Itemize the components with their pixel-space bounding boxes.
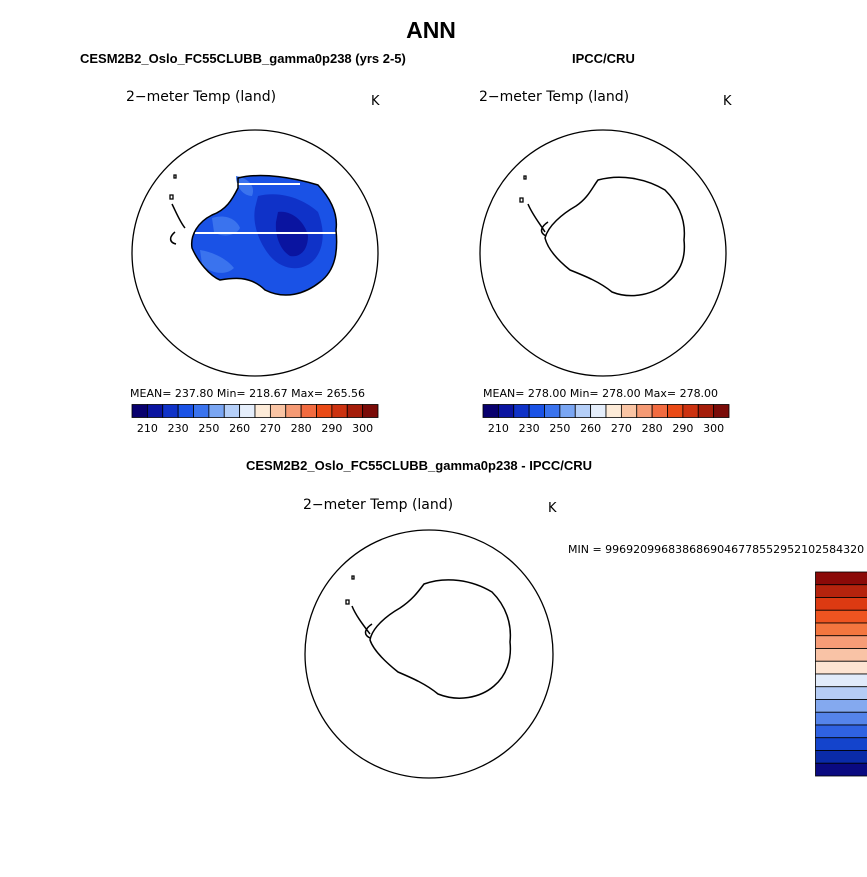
diff-colorbar-cell (816, 712, 867, 725)
right-units-label: K (723, 94, 732, 109)
diff-variable-label: 2−meter Temp (land) (303, 497, 454, 513)
colorbar-tick-label: 300 (352, 422, 374, 435)
diff-colorbar-cell (816, 687, 867, 700)
left-variable-label: 2−meter Temp (land) (126, 89, 277, 105)
diff-colorbar (815, 572, 867, 776)
colorbar-tick-label: 280 (290, 422, 312, 435)
diff-panel-heading: CESM2B2_Oslo_FC55CLUBB_gamma0p238 - IPCC/CRU (246, 458, 593, 473)
diff-map-boundary (305, 530, 553, 778)
colorbar-tick-label: 280 (641, 422, 663, 435)
colorbar-tick-label: 260 (580, 422, 602, 435)
left-stats: MEAN= 237.80 Min= 218.67 Max= 265.56 (130, 387, 366, 400)
diff-colorbar-cell (816, 636, 867, 649)
left-units-label: K (371, 94, 380, 109)
colorbar-tick-label: 270 (259, 422, 281, 435)
colorbar-tick-label: 250 (198, 422, 220, 435)
diff-colorbar-cell (816, 585, 867, 598)
colorbar-tick-label: 250 (549, 422, 571, 435)
page-title: ANN (406, 17, 456, 43)
diff-colorbar-cell (816, 725, 867, 738)
diff-colorbar-cell (816, 661, 867, 674)
diff-colorbar-cell (816, 572, 867, 585)
colorbar-tick-label: 230 (518, 422, 540, 435)
diff-colorbar-cell (816, 763, 867, 776)
right-variable-label: 2−meter Temp (land) (479, 89, 630, 105)
diff-units-label: K (548, 501, 557, 516)
colorbar-tick-label: 260 (229, 422, 251, 435)
diff-colorbar-cell (816, 649, 867, 662)
colorbar-tick-label: 300 (703, 422, 725, 435)
colorbar-tick-label: 210 (136, 422, 158, 435)
left-panel-heading: CESM2B2_Oslo_FC55CLUBB_gamma0p238 (yrs 2-5) (80, 51, 406, 66)
colorbar-tick-label: 210 (487, 422, 509, 435)
right-panel-heading: IPCC/CRU (572, 51, 635, 66)
diff-colorbar-cell (816, 738, 867, 751)
diff-colorbar-cell (816, 623, 867, 636)
diff-colorbar-cell (816, 751, 867, 764)
diff-colorbar-cell (816, 674, 867, 687)
diff-min-text: MIN = 9969209968386869046778552952102584320 (568, 543, 865, 556)
colorbar-tick-label: 290 (672, 422, 694, 435)
diff-colorbar-cell (816, 610, 867, 623)
colorbar-tick-label: 270 (610, 422, 632, 435)
diff-colorbar-cell (816, 700, 867, 713)
colorbar-tick-label: 230 (167, 422, 189, 435)
right-stats: MEAN= 278.00 Min= 278.00 Max= 278.00 (483, 387, 719, 400)
diff-colorbar-cell (816, 598, 867, 611)
colorbar-tick-label: 290 (321, 422, 343, 435)
